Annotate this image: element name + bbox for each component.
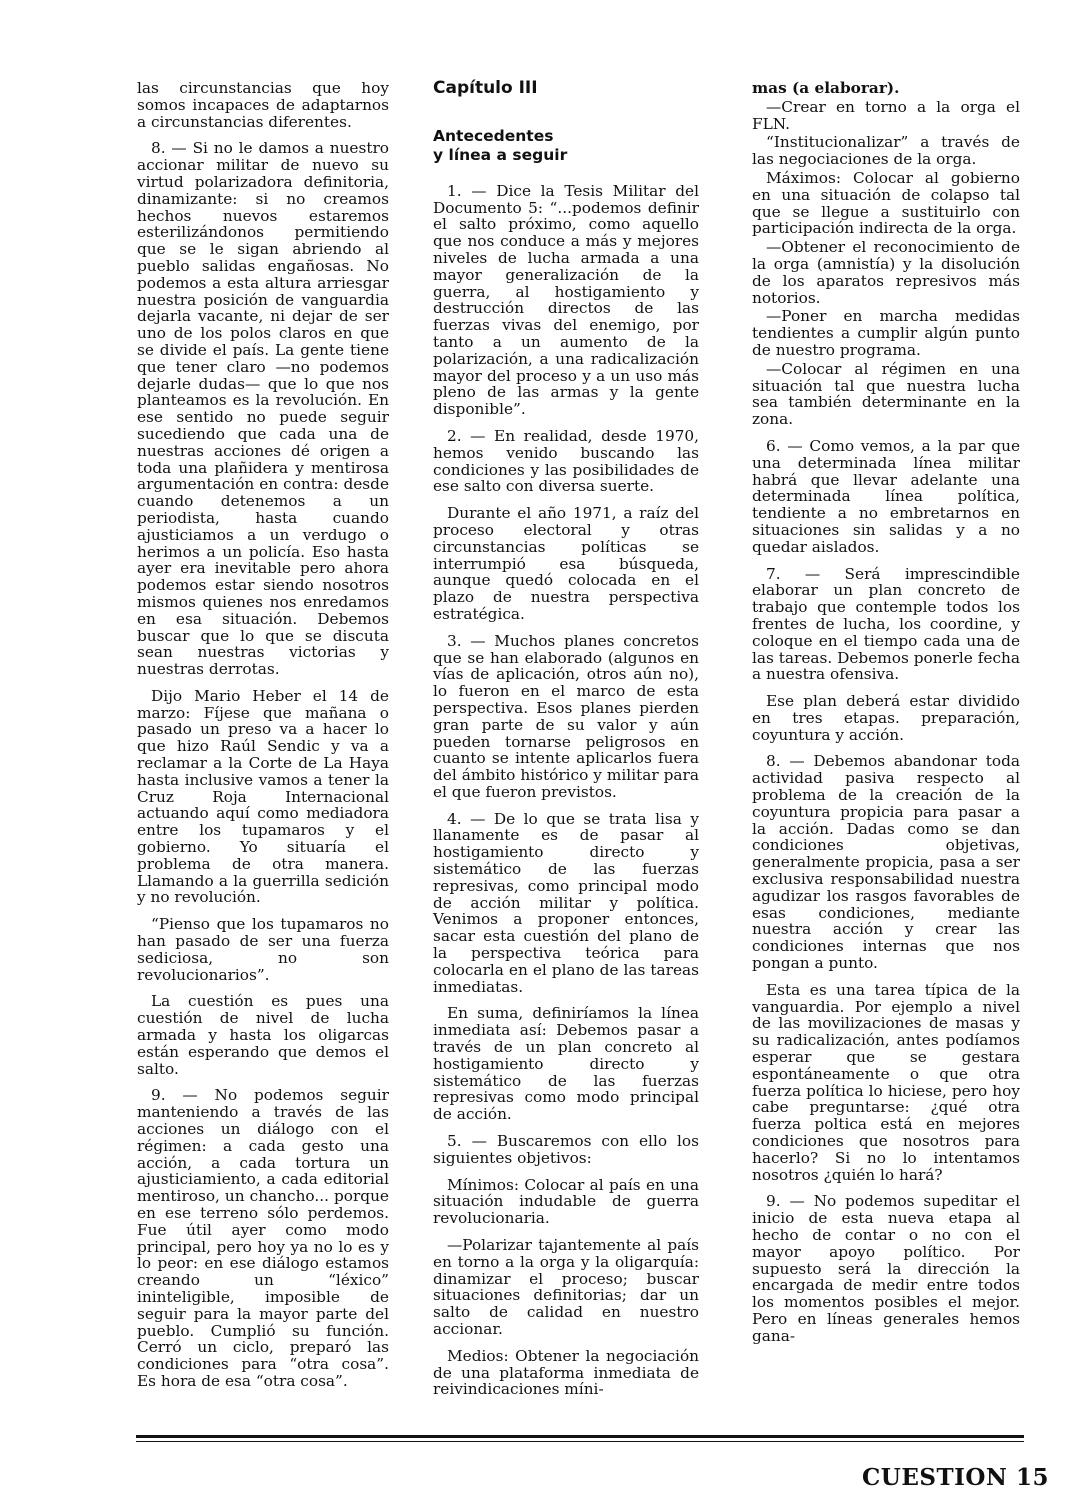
subheading-line: Antecedentes [433,126,554,145]
paragraph: Dijo Mario Heber el 14 de marzo: Fíjese que mañana o pasado un preso va a hacer lo que hizo Raúl Sendic y va a reclamar a la Corte de La Haya hasta inclusive vamos a tener la Cruz Roja Internacional actuando aquí como mediadora entre los tupamaros y el gobierno. Yo situaría el problema de otra manera. Llamando a la guerrilla sedición y no revolución. [137,686,389,907]
paragraph: —Poner en marcha medidas tendientes a cumplir algún punto de nuestro programa. [752,307,1020,359]
page-footer: CUESTION 15 [862,1464,1049,1491]
paragraph: 9. — No podemos supeditar el inicio de esta nueva etapa al hecho de contar o no con el mayor apoyo político. Por supuesto será la dirección la encargada de medir entre todos los momentos posibles el mejor. Pero en líneas generales hemos gana- [752,1192,1020,1345]
text-column-left [137,80,389,1400]
paragraph: Medios: Obtener la negociación de una plataforma inmediata de reivindicaciones míni- [433,1346,699,1399]
paragraph: Máximos: Colocar al gobierno en una situación de colapso tal que se llegue a sustituirlo con participación indirecta de la orga. [752,168,1020,238]
paragraph: 3. — Muchos planes concretos que se han elaborado (algunos en vías de aplicación, otros aún no), lo fueron en el marco de esta perspectiva. Esos planes pierden gran parte de su valor y aún pueden tornarse peligrosos en cuanto se intente aplicarlos fuera del ámbito histórico y militar para el que fueron previstos. [433,631,699,801]
paragraph: Mínimos: Colocar al país en una situación indudable de guerra revolucionaria. [433,1175,699,1228]
paragraph: Ese plan deberá estar dividido en tres etapas. preparación, coyuntura y acción. [752,692,1020,744]
footer-rule-thin [136,1441,1024,1442]
paragraph: 8. — Si no le damos a nuestro accionar militar de nuevo su virtud polarizadora definitoria, dinamizante: si no creamos hechos nuevos estaremos esterilizándonos permitiendo que se le sigan abriendo al pueblo salidas engañosas. No podemos a esta altura arriesgar nuestra posición de vanguardia dejarla vacante, ni dejar de ser uno de los polos claros en que se divide el país. La gente tiene que tener claro —no podemos dejarle dudas— que lo que nos planteamos es la revolución. En ese sentido no puede seguir sucediendo que cada una de nuestras acciones dé origen a toda una plañidera y mentirosa argumentación en contra: desde cuando detenemos a un periodista, hasta cuando ajusticiamos a un verdugo o herimos a un policía. Eso hasta ayer era inevitable pero ahora podemos estar siendo nosotros mismos quienes nos enredamos en esa situación. Debemos buscar que lo que se discuta sean nuestras victorias y nuestras derrotas. [137,139,389,679]
paragraph: En suma, definiríamos la línea inmediata así: Debemos pasar a través de un plan concreto al hostigamiento directo y sistemático de las fuerzas represivas como modo principal de acción. [433,1004,699,1124]
section-subheading [433,127,699,165]
paragraph: 5. — Buscaremos con ello los siguientes objetivos: [433,1132,699,1167]
paragraph: —Obtener el reconocimiento de la orga (amnistía) y la disolución de los aparatos represivos más notorios. [752,238,1020,307]
paragraph: 4. — De lo que se trata lisa y llanamente es de pasar al hostigamiento directo y sistemático de las fuerzas represivas, como principal modo de acción militar y política. Venimos a proponer entonces, sacar esta cuestión del plano de la perspectiva teórica para colocarla en el plano de las tareas inmediatas. [433,809,699,996]
chapter-heading: Capítulo III [433,78,538,98]
paragraph: —Colocar al régimen en una situación tal que nuestra lucha sea también determinante en la zona. [752,359,1020,429]
paragraph: mas (a elaborar). [752,79,900,97]
footer-rule [136,1435,1024,1438]
paragraph: 2. — En realidad, desde 1970, hemos venido buscando las condiciones y las posibilidades de ese salto con diversa suerte. [433,426,699,496]
paragraph: 8. — Debemos abandonar toda actividad pasiva respecto al problema de la creación de la coyuntura propicia para pasar a la acción. Dadas como se dan condiciones objetivas, generalmente propicia, pasa a ser exclusiva responsabilidad nuestra agudizar los rasgos favorables de esas condiciones, mediante nuestra acción y crear las condiciones internas que nos pongan a punto. [752,752,1020,973]
paragraph: 1. — Dice la Tesis Militar del Documento 5: “...podemos definir el salto próximo, como aquello que nos conduce a más y mejores niveles de lucha armada a una mayor generalización de la guerra, al hostigamiento y destrucción directos de las fuerzas vivas del enemigo, por tanto a un aumento de la polarización, a una radicalización mayor del proceso y a un uso más pleno de las armas y la gente disponible”. [433,181,699,419]
paragraph: las circunstancias que hoy somos incapaces de adaptarnos a circunstancias diferentes. [137,79,389,131]
paragraph: Esta es una tarea típica de la vanguardia. Por ejemplo a nivel de las movilizaciones de masas y su radicalización, antes podíamos esperar que se gestara espontáneamente o que otra fuerza política lo hiciese, pero hoy cabe preguntarse: ¿qué otra fuerza poltica está en mejores condiciones que nosotros para hacerlo? Si no lo intentamos nosotros ¿quién lo hará? [752,980,1020,1184]
paragraph: 6. — Como vemos, a la par que una determinada línea militar habrá que llevar adelante una determinada línea política, tendiente a no embretarnos en situaciones sin salidas y a no quedar aislados. [752,436,1020,556]
subheading-line: y línea a seguir [433,145,568,164]
paragraph: “Institucionalizar” a través de las negociaciones de la orga. [752,133,1020,169]
text-column-middle [433,80,699,1408]
paragraph: 7. — Será imprescindible elaborar un plan concreto de trabajo que contemple todos los frentes de lucha, los coordine, y coloque en el tiempo cada una de las tareas. Debemos ponerle fecha a nuestra ofensiva. [752,564,1020,684]
paragraph: —Polarizar tajantemente al país en torno a la orga y la oligarquía: dinamizar el proceso; buscar situaciones definitorias; dar un salto de calidad en nuestro accionar. [433,1236,699,1338]
paragraph: “Pienso que los tupamaros no han pasado de ser una fuerza sediciosa, no son revolucionarios”. [137,915,389,984]
paragraph: Durante el año 1971, a raíz del proceso electoral y otras circunstancias políticas se interrumpió esa búsqueda, aunque quedó colocada en el plazo de nuestra perspectiva estratégica. [433,504,699,623]
paragraph: 9. — No podemos seguir manteniendo a través de las acciones un diálogo con el régimen: a cada gesto una acción, a cada tortura un ajusticiamiento, a cada editorial mentiroso, un chancho... porque en ese terreno sólo perdemos. Fue útil ayer como modo principal, pero hoy ya no lo es y lo peor: en ese diálogo estamos creando un “léxico” ininteligible, imposible de seguir para la mayor parte del pueblo. Cumplió su función. Cerró un ciclo, preparó las condiciones para “otra cosa”. Es hora de esa “otra cosa”. [137,1086,389,1390]
paragraph: La cuestión es pues una cuestión de nivel de lucha armada y hasta los oligarcas están esperando que demos el salto. [137,992,389,1078]
paragraph: —Crear en torno a la orga el FLN. [752,97,1020,133]
text-column-right [752,80,1020,1355]
